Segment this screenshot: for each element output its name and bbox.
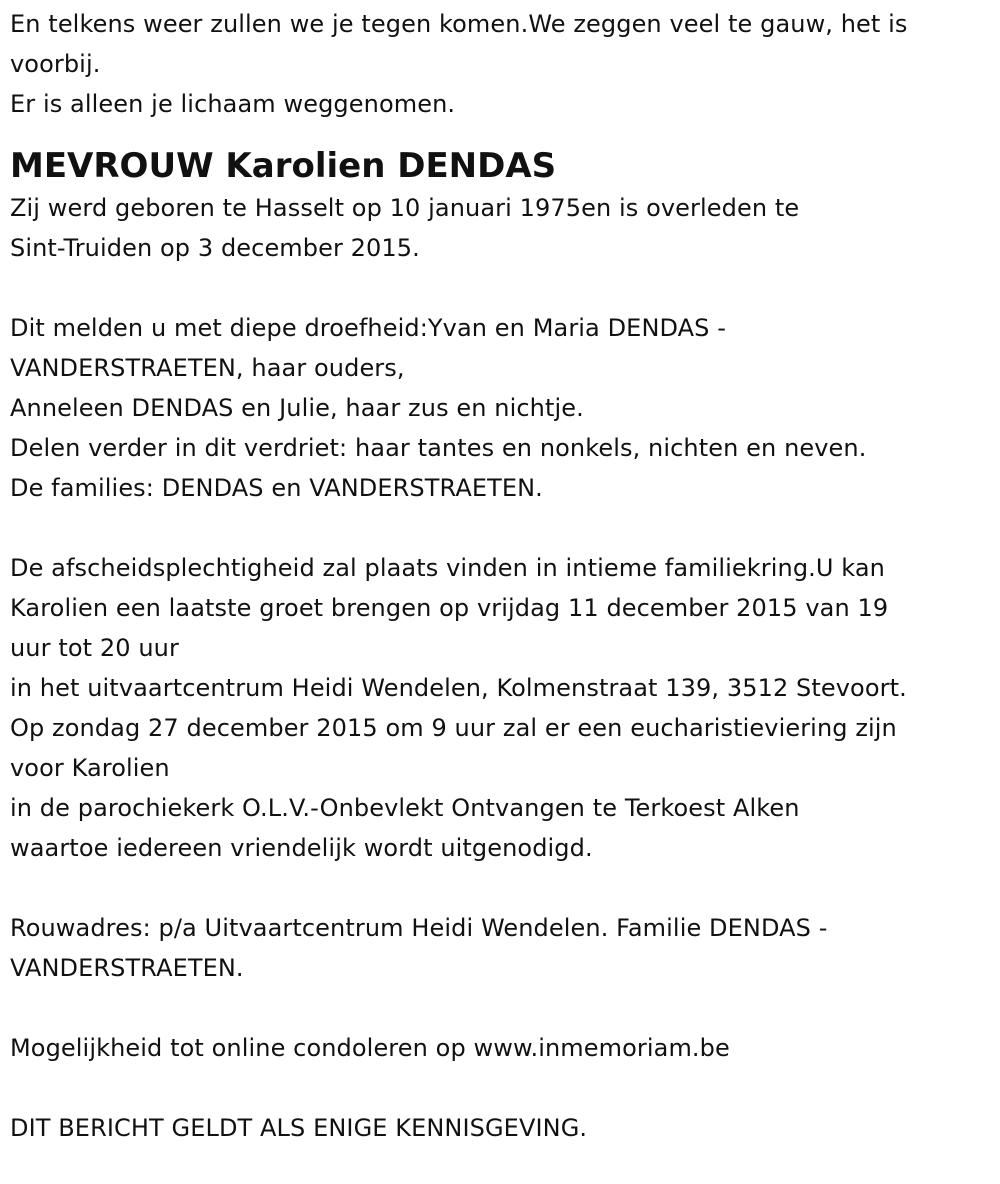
spacer (10, 988, 995, 1028)
ceremony-line-4: in het uitvaartcentrum Heidi Wendelen, Kolmenstraat 139, 3512 Stevoort. (10, 674, 907, 702)
family-line-5: De families: DENDAS en VANDERSTRAETEN. (10, 474, 543, 502)
online-condolence-line: Mogelijkheid tot online condoleren op www.inmemoriam.be (10, 1034, 730, 1062)
address-line-1: Rouwadres: p/a Uitvaartcentrum Heidi Wendelen. Familie DENDAS - (10, 914, 828, 942)
obituary-notice (10, 4, 995, 1148)
birth-line-2: Sint-Truiden op 3 december 2015. (10, 234, 420, 262)
intro-line-3: Er is alleen je lichaam weggenomen. (10, 90, 456, 118)
deceased-name-heading: MEVROUW Karolien DENDAS (10, 146, 557, 186)
family-line-3: Anneleen DENDAS en Julie, haar zus en nichtje. (10, 394, 584, 422)
ceremony-line-2: Karolien een laatste groet brengen op vrijdag 11 december 2015 van 19 (10, 594, 889, 622)
intro-poem (10, 4, 995, 124)
spacer (10, 1068, 995, 1108)
ceremony-line-8: waartoe iedereen vriendelijk wordt uitgenodigd. (10, 834, 593, 862)
spacer (10, 868, 995, 908)
mourning-address (10, 908, 995, 988)
family-line-2: VANDERSTRAETEN, haar ouders, (10, 354, 405, 382)
official-notice (10, 1108, 995, 1148)
family-announcement (10, 308, 995, 508)
online-condolence (10, 1028, 995, 1068)
intro-line-1: En telkens weer zullen we je tegen komen.We zeggen veel te gauw, het is (10, 10, 908, 38)
birth-death-info (10, 188, 995, 268)
ceremony-line-3: uur tot 20 uur (10, 634, 179, 662)
ceremony-details (10, 548, 995, 868)
address-line-2: VANDERSTRAETEN. (10, 954, 244, 982)
birth-line-1: Zij werd geboren te Hasselt op 10 januari 1975en is overleden te (10, 194, 800, 222)
ceremony-line-7: in de parochiekerk O.L.V.-Onbevlekt Ontvangen te Terkoest Alken (10, 794, 800, 822)
ceremony-line-5: Op zondag 27 december 2015 om 9 uur zal er een eucharistieviering zijn (10, 714, 897, 742)
spacer (10, 508, 995, 548)
family-line-4: Delen verder in dit verdriet: haar tantes en nonkels, nichten en neven. (10, 434, 867, 462)
ceremony-line-1: De afscheidsplechtigheid zal plaats vinden in intieme familiekring.U kan (10, 554, 885, 582)
ceremony-line-6: voor Karolien (10, 754, 170, 782)
spacer (10, 268, 995, 308)
intro-line-2: voorbij. (10, 50, 101, 78)
official-notice-line: DIT BERICHT GELDT ALS ENIGE KENNISGEVING. (10, 1114, 588, 1142)
family-line-1: Dit melden u met diepe droefheid:Yvan en Maria DENDAS - (10, 314, 726, 342)
